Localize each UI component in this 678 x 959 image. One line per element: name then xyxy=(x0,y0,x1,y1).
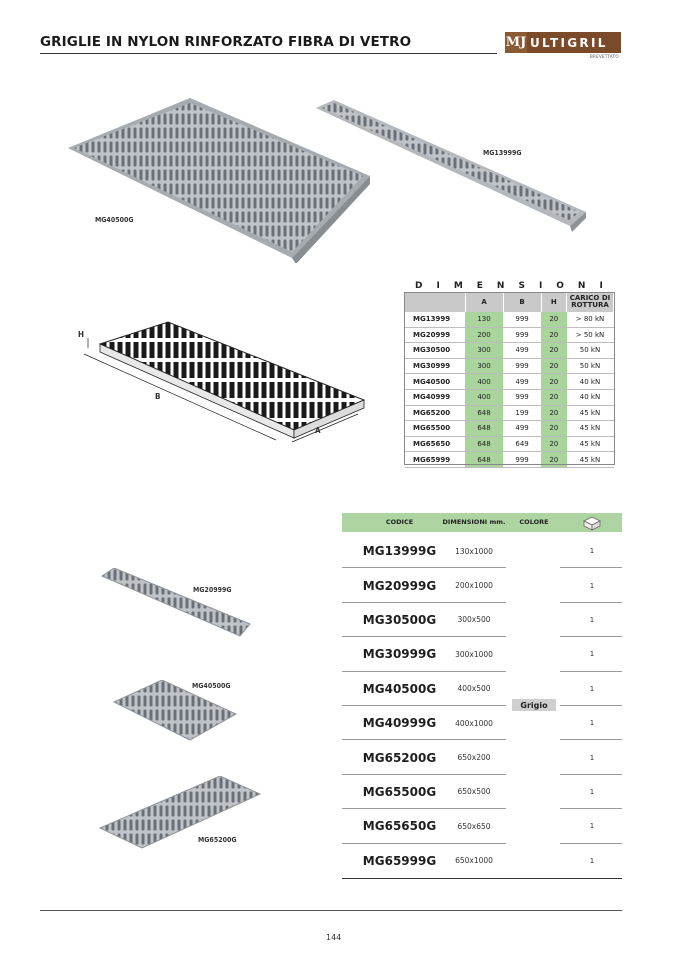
dim-cell-a: 400 xyxy=(465,389,503,405)
grate-long-label: MG13999G xyxy=(483,149,522,157)
products-bottom-rule xyxy=(342,878,622,879)
product-row xyxy=(342,740,622,774)
product-dimensions: 300x1000 xyxy=(455,649,493,659)
dim-col-code xyxy=(405,292,465,312)
logo-wordmark: ULTIGRIL xyxy=(527,32,621,53)
product-dimensions: 650x200 xyxy=(457,753,491,763)
dim-cell-a: 648 xyxy=(465,405,503,421)
grate-thumb-1-label: MG20999G xyxy=(193,586,232,594)
dim-col-b: B xyxy=(503,292,541,312)
product-row xyxy=(342,637,622,671)
product-code: MG40999G xyxy=(362,716,437,731)
dimensions-heading: DIMENSIONI xyxy=(415,281,617,291)
dim-cell-h: 20 xyxy=(541,343,566,359)
product-quantity: 1 xyxy=(589,787,595,796)
prod-col-code: CODICE xyxy=(385,518,414,526)
dim-cell-code: MG65500 xyxy=(405,421,465,437)
product-quantity: 1 xyxy=(589,547,595,556)
dim-cell-h: 20 xyxy=(541,327,566,343)
page-title: GRIGLIE IN NYLON RINFORZATO FIBRA DI VETRO xyxy=(40,34,412,50)
grate-thumb-3-image xyxy=(98,776,262,850)
dim-cell-code: MG30500 xyxy=(405,343,465,359)
dimensions-row xyxy=(405,436,614,452)
product-row xyxy=(342,672,622,706)
dimensions-row xyxy=(405,452,614,468)
product-row xyxy=(342,568,622,602)
diagram-label-h: H xyxy=(78,330,85,339)
dim-cell-a: 648 xyxy=(465,436,503,452)
grate-large-label: MG40500G xyxy=(95,216,134,224)
package-icon xyxy=(562,513,622,532)
product-quantity: 1 xyxy=(589,581,595,590)
dim-cell-a: 200 xyxy=(465,327,503,343)
product-code: MG40500G xyxy=(362,681,437,696)
product-code: MG13999G xyxy=(362,544,437,559)
dim-cell-a: 648 xyxy=(465,421,503,437)
dim-cell-code: MG40500 xyxy=(405,374,465,390)
dim-cell-a: 300 xyxy=(465,358,503,374)
dim-cell-load: 50 kN xyxy=(567,358,614,374)
dim-cell-code: MG13999 xyxy=(405,312,465,327)
dim-cell-load: 45 kN xyxy=(567,452,614,468)
dim-cell-h: 20 xyxy=(541,421,566,437)
grate-long-image xyxy=(314,100,589,235)
dimensions-header-row xyxy=(405,292,614,312)
brand-logo xyxy=(505,32,621,53)
product-dimensions: 650x1000 xyxy=(455,856,493,866)
product-dimensions: 650x650 xyxy=(457,821,491,831)
dim-cell-b: 499 xyxy=(503,374,541,390)
dim-cell-code: MG40999 xyxy=(405,389,465,405)
dim-cell-load: 45 kN xyxy=(567,436,614,452)
product-quantity: 1 xyxy=(589,753,595,762)
product-code: MG30999G xyxy=(362,647,437,662)
product-dimensions: 650x500 xyxy=(457,787,491,797)
dim-cell-code: MG65999 xyxy=(405,452,465,468)
prod-col-color: COLORE xyxy=(519,518,549,526)
logo-mark: MJ xyxy=(505,32,527,53)
color-badge: Grigio xyxy=(512,699,556,711)
dim-cell-load: 40 kN xyxy=(567,389,614,405)
product-code: MG30500G xyxy=(362,612,437,627)
dim-cell-b: 999 xyxy=(503,312,541,327)
dim-cell-b: 499 xyxy=(503,343,541,359)
product-dimensions: 200x1000 xyxy=(455,581,493,591)
dim-cell-h: 20 xyxy=(541,389,566,405)
dim-cell-a: 400 xyxy=(465,374,503,390)
grate-thumb-2-label: MG40500G xyxy=(192,682,231,690)
dimensions-row xyxy=(405,421,614,437)
product-code: MG65650G xyxy=(362,819,437,834)
dim-cell-h: 20 xyxy=(541,312,566,327)
dim-cell-b: 999 xyxy=(503,358,541,374)
dim-cell-h: 20 xyxy=(541,452,566,468)
dim-cell-b: 499 xyxy=(503,421,541,437)
dim-cell-load: > 50 kN xyxy=(567,327,614,343)
grate-thumb-3-label: MG65200G xyxy=(198,836,237,844)
dim-cell-h: 20 xyxy=(541,405,566,421)
product-quantity: 1 xyxy=(589,856,595,865)
dim-cell-code: MG65650 xyxy=(405,436,465,452)
product-dimensions: 300x500 xyxy=(457,615,491,625)
grate-thumb-1-image xyxy=(100,568,252,640)
product-row xyxy=(342,775,622,809)
dim-col-a: A xyxy=(465,292,503,312)
page-number: 144 xyxy=(326,933,342,942)
dim-cell-load: 50 kN xyxy=(567,343,614,359)
product-code: MG20999G xyxy=(362,578,437,593)
dim-cell-h: 20 xyxy=(541,374,566,390)
product-row xyxy=(342,603,622,637)
dim-cell-b: 199 xyxy=(503,405,541,421)
dim-cell-a: 648 xyxy=(465,452,503,468)
dim-cell-load: 45 kN xyxy=(567,421,614,437)
product-dimensions: 130x1000 xyxy=(455,546,493,556)
product-dimensions: 400x500 xyxy=(457,684,491,694)
product-dimensions: 400x1000 xyxy=(455,718,493,728)
dimensions-row xyxy=(405,389,614,405)
product-code: MG65500G xyxy=(362,784,437,799)
product-row xyxy=(342,534,622,568)
dimensions-row xyxy=(405,374,614,390)
product-row xyxy=(342,809,622,843)
dimensions-row xyxy=(405,358,614,374)
dimensions-row xyxy=(405,343,614,359)
dimensions-row xyxy=(405,312,614,327)
product-quantity: 1 xyxy=(589,719,595,728)
diagram-label-b: B xyxy=(155,392,161,401)
dim-cell-load: 40 kN xyxy=(567,374,614,390)
dim-cell-b: 999 xyxy=(503,389,541,405)
grate-diagram xyxy=(76,300,366,445)
diagram-label-a: A xyxy=(315,426,321,435)
footer-divider xyxy=(40,910,622,911)
dim-cell-a: 130 xyxy=(465,312,503,327)
dim-cell-b: 649 xyxy=(503,436,541,452)
product-quantity: 1 xyxy=(589,650,595,659)
dimensions-row xyxy=(405,405,614,421)
dim-col-h: H xyxy=(541,292,566,312)
dim-cell-h: 20 xyxy=(541,436,566,452)
dim-cell-load: > 80 kN xyxy=(567,312,614,327)
dim-cell-code: MG30999 xyxy=(405,358,465,374)
dim-col-load: CARICO DI ROTTURA xyxy=(567,292,614,312)
dimensions-table xyxy=(405,292,614,468)
dim-cell-code: MG20999 xyxy=(405,327,465,343)
product-quantity: 1 xyxy=(589,684,595,693)
product-code: MG65999G xyxy=(362,853,437,868)
logo-subtitle: BREVETTATO xyxy=(590,54,619,59)
product-row xyxy=(342,706,622,740)
dimensions-row xyxy=(405,327,614,343)
dim-cell-b: 999 xyxy=(503,327,541,343)
title-divider xyxy=(40,53,497,54)
prod-col-dims: DIMENSIONI mm. xyxy=(442,518,506,526)
product-quantity: 1 xyxy=(589,822,595,831)
product-row xyxy=(342,844,622,878)
product-quantity: 1 xyxy=(589,615,595,624)
dim-cell-b: 999 xyxy=(503,452,541,468)
dim-cell-h: 20 xyxy=(541,358,566,374)
product-code: MG65200G xyxy=(362,750,437,765)
dim-cell-code: MG65200 xyxy=(405,405,465,421)
dim-cell-load: 45 kN xyxy=(567,405,614,421)
dim-cell-a: 300 xyxy=(465,343,503,359)
products-header xyxy=(342,513,622,532)
